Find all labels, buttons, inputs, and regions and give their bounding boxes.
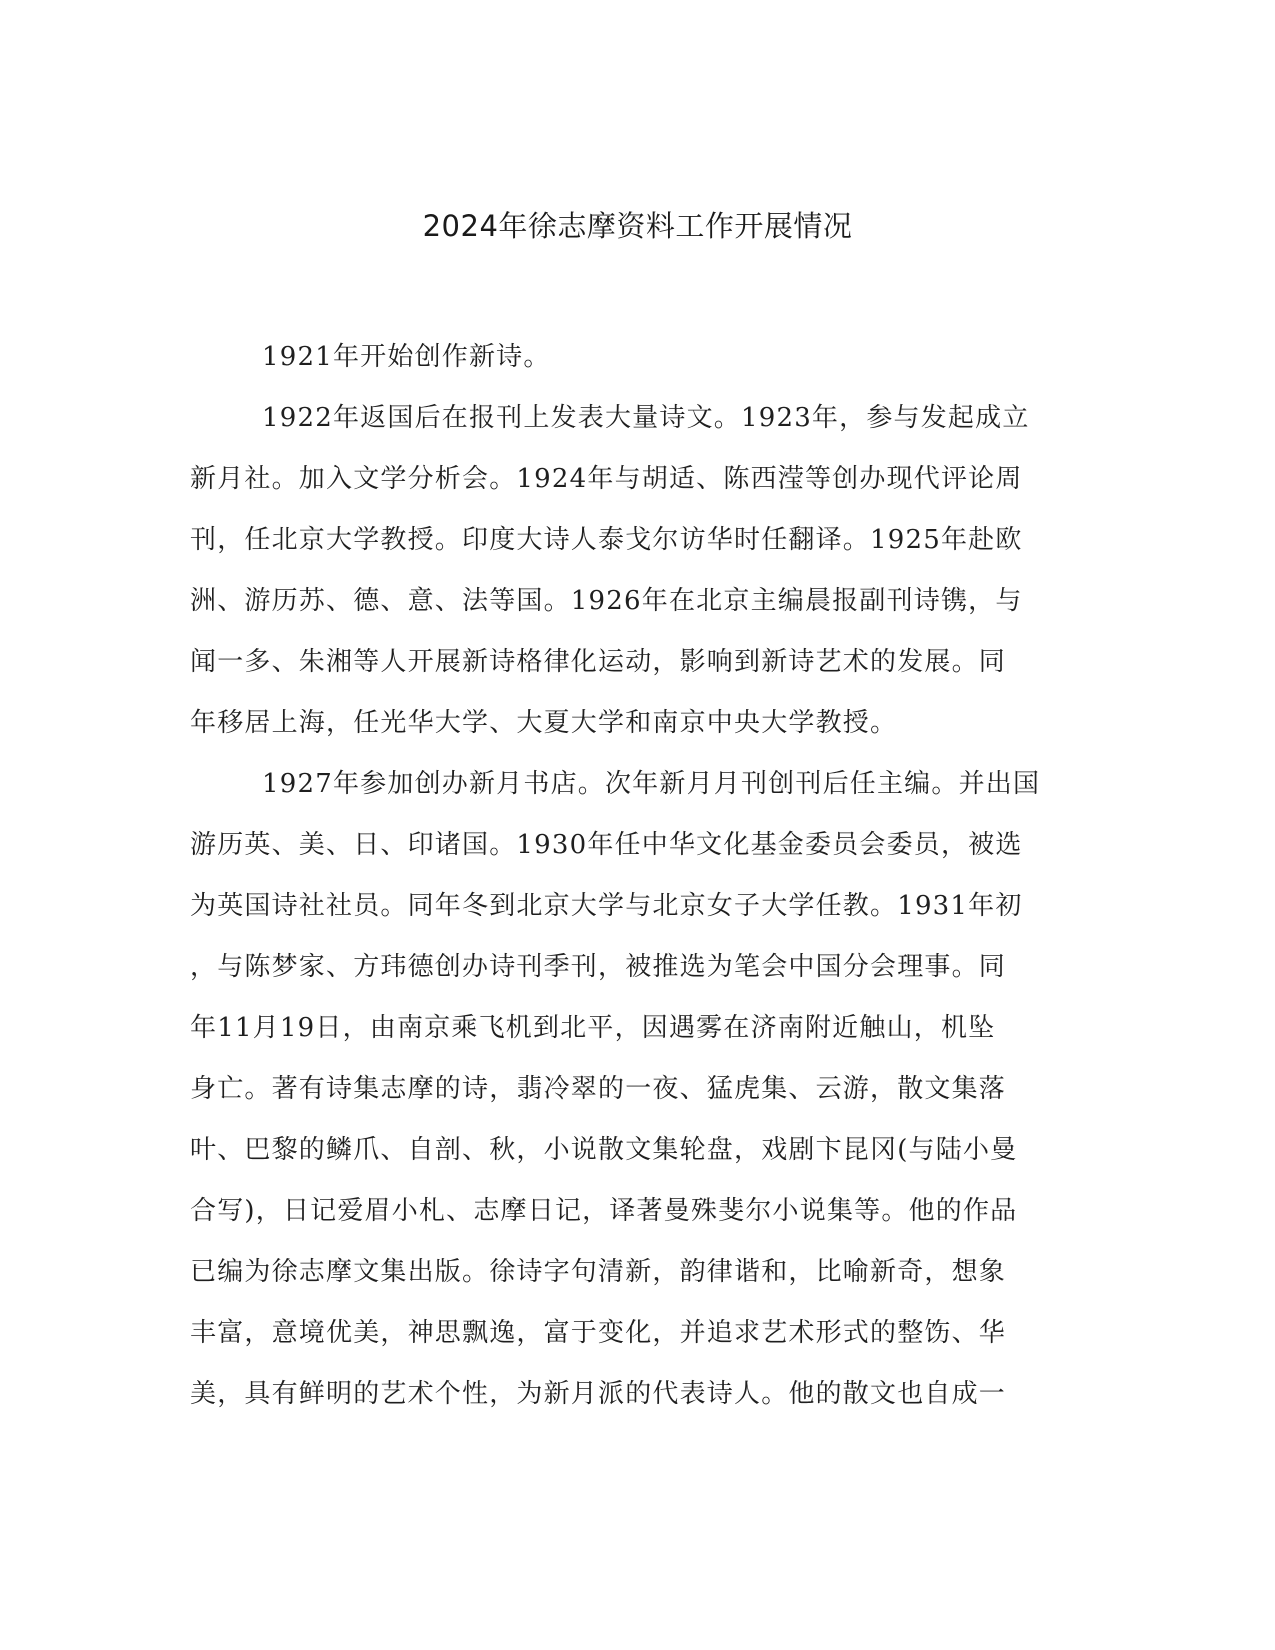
text-line: 闻一多、朱湘等人开展新诗格律化运动，影响到新诗艺术的发展。同 (190, 647, 1007, 677)
text-line: 已编为徐志摩文集出版。徐诗字句清新，韵律谐和，比喻新奇，想象 (190, 1257, 1007, 1287)
text-line: 丰富，意境优美，神思飘逸，富于变化，并追求艺术形式的整饬、华 (190, 1318, 1007, 1348)
text-line: 年11月19日，由南京乘飞机到北平，因遇雾在济南附近触山，机坠 (190, 1013, 996, 1043)
document-title: 2024年徐志摩资料工作开展情况 (422, 209, 853, 243)
text-line: 身亡。著有诗集志摩的诗，翡冷翠的一夜、猛虎集、云游，散文集落 (190, 1074, 1007, 1104)
text-line: 新月社。加入文学分析会。1924年与胡适、陈西滢等创办现代评论周 (190, 464, 1023, 494)
text-line: 游历英、美、日、印诸国。1930年任中华文化基金委员会委员，被选 (190, 830, 1023, 860)
text-line: 合写)，日记爱眉小札、志摩日记，译著曼殊斐尔小说集等。他的作品 (190, 1196, 1018, 1226)
text-line: 叶、巴黎的鳞爪、自剖、秋，小说散文集轮盘，戏剧卞昆冈(与陆小曼 (190, 1135, 1018, 1165)
paragraph-1922 (190, 388, 1090, 754)
document-body (190, 327, 1090, 1425)
text-line: 1922年返国后在报刊上发表大量诗文。1923年，参与发起成立 (262, 403, 1030, 433)
paragraph-1921 (190, 327, 1090, 388)
text-line: 1921年开始创作新诗。 (262, 342, 551, 372)
text-line: 刊，任北京大学教授。印度大诗人泰戈尔访华时任翻译。1925年赴欧 (190, 525, 1023, 555)
text-line: 为英国诗社社员。同年冬到北京大学与北京女子大学任教。1931年初 (190, 891, 1023, 921)
text-line: 年移居上海，任光华大学、大夏大学和南京中央大学教授。 (190, 708, 898, 738)
text-line: 美，具有鲜明的艺术个性，为新月派的代表诗人。他的散文也自成一 (190, 1379, 1007, 1409)
text-line: 洲、游历苏、德、意、法等国。1926年在北京主编晨报副刊诗镌，与 (190, 586, 1023, 616)
paragraph-1927 (190, 754, 1090, 1425)
text-line: 1927年参加创办新月书店。次年新月月刊创刊后任主编。并出国 (262, 769, 1041, 799)
text-line: ，与陈梦家、方玮德创办诗刊季刊，被推选为笔会中国分会理事。同 (190, 952, 1007, 982)
